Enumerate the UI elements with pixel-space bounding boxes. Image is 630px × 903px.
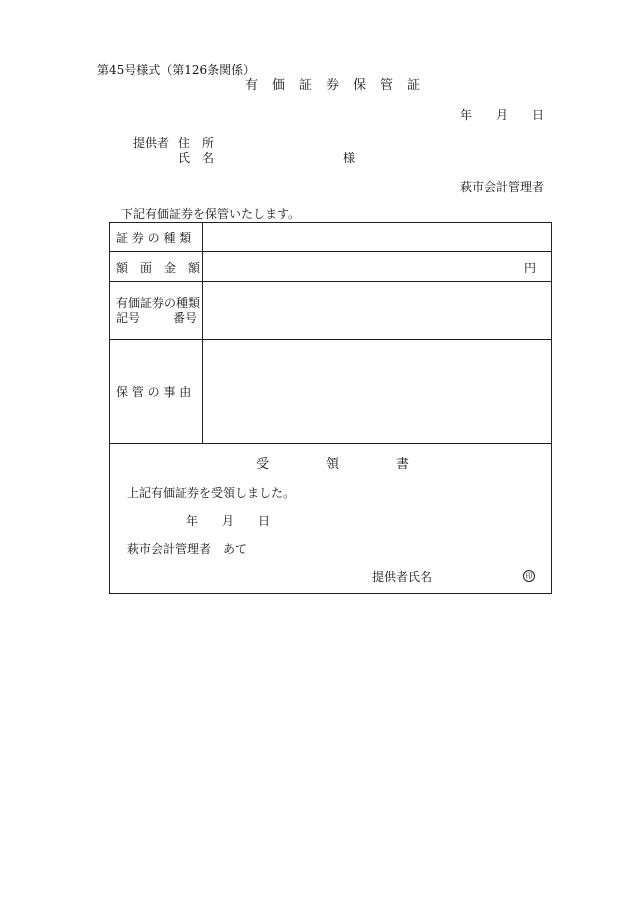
securities-type-value[interactable] — [203, 223, 551, 251]
receipt-addressee: 萩市会計管理者 あて — [127, 542, 248, 556]
custody-reason-label: 保 管 の 事 由 — [116, 385, 192, 399]
date-year: 年 — [460, 108, 473, 122]
receipt-date-month: 月 — [222, 514, 235, 528]
provider-name-label: 提供者氏名 — [372, 570, 433, 584]
row-divider — [110, 443, 551, 444]
receipt-statement: 上記有価証券を受領しました。 — [127, 486, 296, 500]
issuer-name: 萩市会計管理者 — [460, 180, 545, 194]
title-char-6: 管 — [380, 78, 394, 93]
custody-reason-field[interactable] — [203, 340, 551, 443]
receipt-title-char-1: 受 — [256, 457, 270, 472]
date-month: 月 — [496, 108, 509, 122]
face-value-field[interactable] — [203, 252, 551, 281]
name-label: 氏 名 — [178, 151, 215, 165]
receipt-title-char-2: 領 — [326, 457, 340, 472]
receipt-date-day: 日 — [258, 514, 271, 528]
form-number: 第45号様式（第126条関係） — [97, 63, 256, 77]
number-label: 番号 — [173, 311, 198, 325]
title-char-2: 価 — [272, 78, 286, 93]
symbol-label: 記号 — [116, 311, 141, 325]
title-char-7: 証 — [407, 78, 421, 93]
securities-kind-field[interactable] — [203, 282, 551, 339]
title-char-1: 有 — [245, 78, 259, 93]
yen-unit: 円 — [524, 261, 537, 275]
receipt-date-year: 年 — [186, 514, 199, 528]
custody-statement: 下記有価証券を保管いたします。 — [121, 207, 301, 221]
seal-icon: 印 — [523, 570, 535, 582]
title-char-5: 保 — [353, 78, 367, 93]
honorific: 様 — [343, 151, 356, 165]
face-value-label: 額 面 金 額 — [116, 261, 201, 275]
title-char-3: 証 — [299, 78, 313, 93]
date-day: 日 — [532, 108, 545, 122]
securities-kind-label: 有価証券の種類 — [116, 296, 201, 310]
address-label: 住 所 — [178, 136, 215, 150]
provider-label: 提供者 — [133, 136, 170, 150]
custody-form-table — [109, 222, 552, 594]
receipt-title-char-3: 書 — [396, 457, 410, 472]
title-char-4: 券 — [326, 78, 340, 93]
securities-type-label: 証 券 の 種 類 — [116, 231, 192, 245]
